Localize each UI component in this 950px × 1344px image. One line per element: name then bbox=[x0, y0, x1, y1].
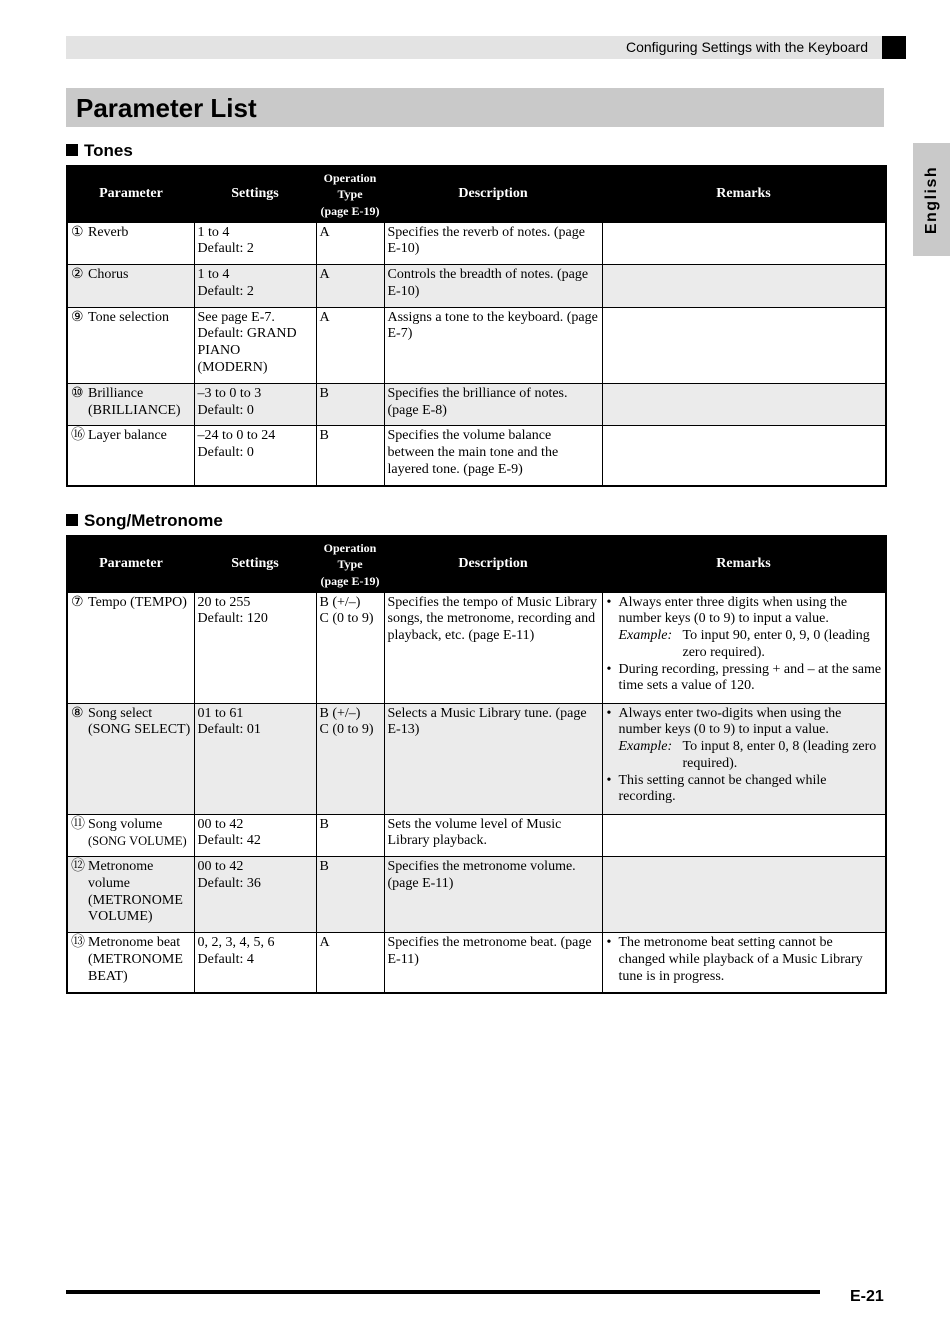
description-cell: Sets the volume level of Music Library playback. bbox=[384, 814, 602, 857]
remark-item: • The metronome beat setting cannot be changed while playback of a Music Library tune is in progress. bbox=[606, 935, 883, 985]
table-row bbox=[67, 426, 886, 486]
remarks-cell bbox=[602, 703, 886, 814]
page-number: E-21 bbox=[850, 1288, 884, 1305]
settings-cell: –3 to 0 to 3 Default: 0 bbox=[194, 383, 316, 426]
table-row bbox=[67, 265, 886, 308]
remarks-cell bbox=[602, 592, 886, 703]
remarks-cell bbox=[602, 265, 886, 308]
column-header-parameter: Parameter bbox=[67, 536, 194, 592]
remark-item: • This setting cannot be changed while recording. bbox=[606, 773, 883, 807]
footer-rule bbox=[66, 1290, 820, 1294]
square-bullet-icon bbox=[66, 144, 78, 156]
description-cell: Specifies the volume balance between the main tone and the layered tone. (page E-9) bbox=[384, 426, 602, 486]
settings-cell: 01 to 61 Default: 01 bbox=[194, 703, 316, 814]
parameter-cell: ⑧ Song select (SONG SELECT) bbox=[67, 703, 194, 814]
settings-cell: 00 to 42 Default: 42 bbox=[194, 814, 316, 857]
remarks-cell bbox=[602, 933, 886, 993]
remark-item: • During recording, pressing + and – at the same time sets a value of 120. bbox=[606, 662, 883, 696]
table-row bbox=[67, 592, 886, 703]
table-row bbox=[67, 222, 886, 265]
parameter-cell: ② Chorus bbox=[67, 265, 194, 308]
table-row bbox=[67, 933, 886, 993]
operation-type-cell: A bbox=[316, 222, 384, 265]
section-heading-tones: Tones bbox=[66, 141, 133, 161]
example-note: Example: To input 90, enter 0, 9, 0 (leading zero required). bbox=[618, 628, 870, 660]
operation-type-cell: A bbox=[316, 265, 384, 308]
example-note: Example: To input 8, enter 0, 8 (leading zero required). bbox=[618, 739, 877, 771]
column-header-settings: Settings bbox=[194, 536, 316, 592]
parameter-cell: ⑪ Song volume (SONG VOLUME) bbox=[67, 814, 194, 857]
description-cell: Specifies the brilliance of notes. (page E-8) bbox=[384, 383, 602, 426]
square-bullet-icon bbox=[66, 514, 78, 526]
settings-cell: 00 to 42 Default: 36 bbox=[194, 857, 316, 933]
header-marker-block bbox=[882, 36, 906, 59]
table-row bbox=[67, 814, 886, 857]
column-header-remarks: Remarks bbox=[602, 166, 886, 222]
description-cell: Specifies the reverb of notes. (page E-10) bbox=[384, 222, 602, 265]
parameter-cell: ⑫ Metronome volume (METRONOME VOLUME) bbox=[67, 857, 194, 933]
table-header-row bbox=[67, 166, 886, 222]
description-cell: Specifies the metronome beat. (page E-11) bbox=[384, 933, 602, 993]
language-tab bbox=[913, 143, 950, 256]
parameter-cell: ⑬ Metronome beat (METRONOME BEAT) bbox=[67, 933, 194, 993]
remarks-cell bbox=[602, 222, 886, 265]
operation-type-cell: B bbox=[316, 426, 384, 486]
parameter-cell: ① Reverb bbox=[67, 222, 194, 265]
table-row bbox=[67, 857, 886, 933]
operation-type-cell: B (+/–) C (0 to 9) bbox=[316, 703, 384, 814]
operation-type-cell: A bbox=[316, 307, 384, 383]
table-row bbox=[67, 307, 886, 383]
description-cell: Specifies the tempo of Music Library songs, the metronome, recording and playback, etc. (page E-11) bbox=[384, 592, 602, 703]
column-header-remarks: Remarks bbox=[602, 536, 886, 592]
settings-cell: 0, 2, 3, 4, 5, 6 Default: 4 bbox=[194, 933, 316, 993]
table-row bbox=[67, 383, 886, 426]
remark-item: • Always enter two-digits when using the number keys (0 to 9) to input a value. Example: To input 8, enter 0, 8 (leading zero required). bbox=[606, 706, 883, 773]
description-cell: Controls the breadth of notes. (page E-10) bbox=[384, 265, 602, 308]
settings-cell: 20 to 255 Default: 120 bbox=[194, 592, 316, 703]
column-header-parameter: Parameter bbox=[67, 166, 194, 222]
section-heading-song-metronome: Song/Metronome bbox=[66, 511, 223, 531]
column-header-operation-type: Operation Type (page E-19) bbox=[316, 536, 384, 592]
page-title-band bbox=[66, 88, 884, 127]
settings-cell: See page E-7. Default: GRAND PIANO (MODERN) bbox=[194, 307, 316, 383]
tones-table bbox=[66, 165, 887, 487]
remarks-cell bbox=[602, 814, 886, 857]
song-metronome-table bbox=[66, 535, 887, 994]
table-row bbox=[67, 703, 886, 814]
settings-cell: 1 to 4 Default: 2 bbox=[194, 222, 316, 265]
operation-type-cell: B (+/–) C (0 to 9) bbox=[316, 592, 384, 703]
table-header-row bbox=[67, 536, 886, 592]
parameter-cell: ⑦ Tempo (TEMPO) bbox=[67, 592, 194, 703]
parameter-cell: ⑨ Tone selection bbox=[67, 307, 194, 383]
remarks-cell bbox=[602, 307, 886, 383]
settings-cell: –24 to 0 to 24 Default: 0 bbox=[194, 426, 316, 486]
operation-type-cell: A bbox=[316, 933, 384, 993]
remarks-cell bbox=[602, 383, 886, 426]
column-header-description: Description bbox=[384, 536, 602, 592]
operation-type-cell: B bbox=[316, 857, 384, 933]
column-header-operation-type: Operation Type (page E-19) bbox=[316, 166, 384, 222]
settings-cell: 1 to 4 Default: 2 bbox=[194, 265, 316, 308]
description-cell: Specifies the metronome volume. (page E-11) bbox=[384, 857, 602, 933]
remarks-cell bbox=[602, 426, 886, 486]
parameter-cell: ⑯ Layer balance bbox=[67, 426, 194, 486]
running-title: Configuring Settings with the Keyboard bbox=[625, 39, 868, 55]
running-header bbox=[66, 36, 906, 59]
operation-type-cell: B bbox=[316, 814, 384, 857]
description-cell: Selects a Music Library tune. (page E-13) bbox=[384, 703, 602, 814]
remarks-cell bbox=[602, 857, 886, 933]
column-header-settings: Settings bbox=[194, 166, 316, 222]
page-title: Parameter List bbox=[76, 93, 257, 123]
operation-type-cell: B bbox=[316, 383, 384, 426]
column-header-description: Description bbox=[384, 166, 602, 222]
description-cell: Assigns a tone to the keyboard. (page E-7) bbox=[384, 307, 602, 383]
remark-item: • Always enter three digits when using the number keys (0 to 9) to input a value. Example: To input 90, enter 0, 9, 0 (leading zero required). bbox=[606, 595, 883, 662]
language-tab-label: English bbox=[922, 165, 940, 234]
parameter-cell: ⑩ Brilliance (BRILLIANCE) bbox=[67, 383, 194, 426]
